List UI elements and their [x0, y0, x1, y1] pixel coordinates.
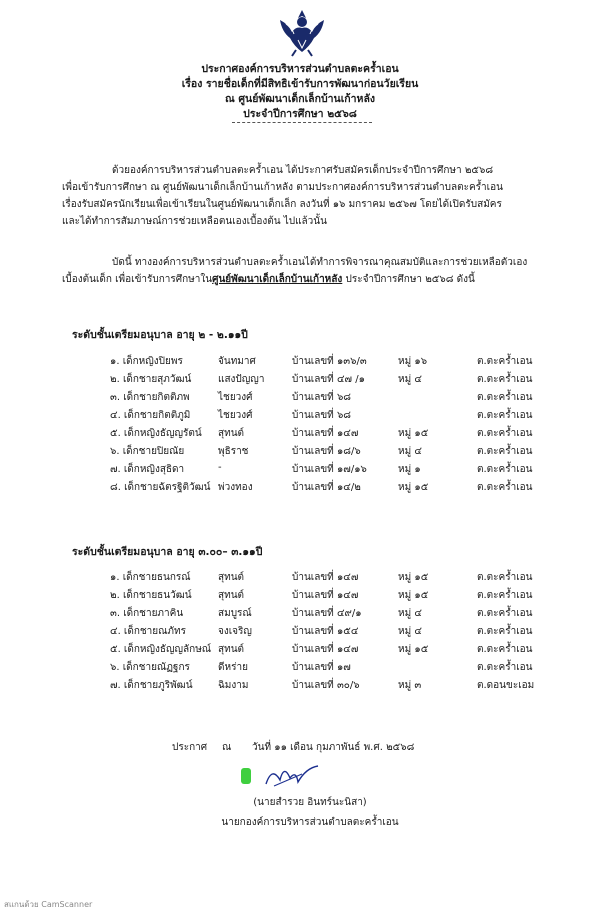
- village-number: หมู่ ๔: [398, 446, 422, 457]
- subdistrict: ต.ตะคร้ำเอน: [477, 410, 533, 421]
- list-item: [0, 354, 600, 372]
- child-surname: พ่วงทอง: [218, 482, 253, 493]
- village-number: หมู่ ๑๖: [398, 356, 428, 367]
- child-surname: สุทนต์: [218, 572, 245, 583]
- village-number: หมู่ ๔: [398, 626, 422, 637]
- village-number: หมู่ ๑๕: [398, 572, 429, 583]
- announce-date: วันที่ ๑๑ เดือน กุมภาพันธ์ พ.ศ. ๒๕๖๘: [252, 742, 415, 753]
- house-number: บ้านเลขที่ ๑๘/๖: [292, 446, 361, 457]
- house-number: บ้านเลขที่ ๑๗: [292, 662, 351, 673]
- subdistrict: ต.ตะคร้ำเอน: [477, 446, 533, 457]
- paragraph-1-line-1: ด้วยองค์การบริหารส่วนตำบลตะคร้ำเอน ได้ประกาศรับสมัครเด็กประจำปีการศึกษา ๒๕๖๘: [112, 165, 494, 176]
- announcement-year: ประจำปีการศึกษา ๒๕๖๘: [243, 108, 357, 120]
- subdistrict: ต.ตะคร้ำเอน: [477, 356, 533, 367]
- list-item: [0, 480, 600, 498]
- subdistrict: ต.ตะคร้ำเอน: [477, 644, 533, 655]
- child-surname: ไชยวงศ์: [218, 392, 253, 403]
- house-number: บ้านเลขที่ ๑๔๗: [292, 590, 359, 601]
- list-item: [0, 390, 600, 408]
- house-number: บ้านเลขที่ ๑๔๗: [292, 428, 359, 439]
- child-name: ๑. เด็กหญิงปิยพร: [110, 356, 183, 367]
- house-number: บ้านเลขที่ ๑๕๔: [292, 626, 359, 637]
- child-name: ๖. เด็กชายณัฏฐกร: [110, 662, 190, 673]
- child-surname: พุธิราช: [218, 446, 249, 457]
- subdistrict: ต.ตะคร้ำเอน: [477, 572, 533, 583]
- signer-name: (นายสำรวย อินทร์นะนิสา): [253, 797, 367, 808]
- list-item: [0, 606, 600, 624]
- village-number: หมู่ ๔: [398, 374, 422, 385]
- child-surname: จงเจริญ: [218, 626, 252, 637]
- subdistrict: ต.ตะคร้ำเอน: [477, 374, 533, 385]
- scanner-watermark: สแกนด้วย CamScanner: [4, 900, 93, 909]
- village-number: หมู่ ๑๕: [398, 590, 429, 601]
- child-name: ๕. เด็กหญิงธัญญรัตน์: [110, 428, 202, 439]
- child-surname: ดีหร่าย: [218, 662, 248, 673]
- paragraph-1-line-3: เรื่องรับสมัครนักเรียนเพื่อเข้าเรียนในศูนย์พัฒนาเด็กเล็ก ลงวันที่ ๑๖ มกราคม ๒๕๖๗ โดยได้เปิดรับสมัคร: [62, 199, 502, 210]
- child-name: ๔. เด็กชายณภัทร: [110, 626, 186, 637]
- child-surname: สุทนต์: [218, 590, 245, 601]
- house-number: บ้านเลขที่ ๖๘: [292, 392, 352, 403]
- list-item: [0, 408, 600, 426]
- child-name: ๕. เด็กหญิงธัญญลักษณ์: [110, 644, 212, 655]
- village-number: หมู่ ๔: [398, 608, 422, 619]
- paragraph-1-line-4: และได้ทำการสัมภาษณ์การช่วยเหลือตนเองเบื้องต้น ไปแล้วนั้น: [62, 216, 327, 227]
- child-surname: แสงปัญญา: [218, 374, 265, 385]
- list-item: [0, 372, 600, 390]
- house-number: บ้านเลขที่ ๑๔๗: [292, 572, 359, 583]
- child-name: ๘. เด็กชายฉัตรฐิติวัฒน์: [110, 482, 211, 493]
- child-name: ๗. เด็กหญิงสุธิดา: [110, 464, 185, 475]
- subdistrict: ต.ตะคร้ำเอน: [477, 482, 533, 493]
- child-name: ๒. เด็กชายธนวัฒน์: [110, 590, 192, 601]
- village-number: หมู่ ๑๕: [398, 428, 429, 439]
- list-item: [0, 624, 600, 642]
- subdistrict: ต.ตะคร้ำเอน: [477, 428, 533, 439]
- child-name: ๒. เด็กชายสุภวัฒน์: [110, 374, 192, 385]
- child-name: ๓. เด็กชายภาคิน: [110, 608, 184, 619]
- house-number: บ้านเลขที่ ๑๔๗: [292, 644, 359, 655]
- subdistrict: ต.ตะคร้ำเอน: [477, 608, 533, 619]
- child-surname: สมบูรณ์: [218, 608, 252, 619]
- village-number: หมู่ ๑๕: [398, 482, 429, 493]
- announcement-title: ประกาศองค์การบริหารส่วนตำบลตะคร้ำเอน: [201, 63, 399, 75]
- child-surname: จันทมาศ: [218, 356, 256, 367]
- announcement-subject: เรื่อง รายชื่อเด็กที่มีสิทธิเข้ารับการพัฒนาก่อนวัยเรียน: [181, 78, 419, 90]
- child-name: ๖. เด็กชายปิยณัย: [110, 446, 185, 457]
- house-number: บ้านเลขที่ ๔๙/๑: [292, 608, 362, 619]
- section-1-title: ระดับชั้นเตรียมอนุบาล อายุ ๒ - ๒.๑๑ปี: [72, 329, 248, 341]
- header-divider: [232, 122, 372, 123]
- village-number: หมู่ ๓: [398, 680, 422, 691]
- child-surname: ฉิมงาม: [218, 680, 249, 691]
- child-surname: สุทนต์: [218, 428, 245, 439]
- list-item: [0, 588, 600, 606]
- house-number: บ้านเลขที่ ๓๐/๖: [292, 680, 360, 691]
- house-number: บ้านเลขที่ ๑๔/๒: [292, 482, 361, 493]
- list-item: [0, 660, 600, 678]
- garuda-emblem-icon: [276, 6, 328, 58]
- list-item: [0, 444, 600, 462]
- child-name: ๓. เด็กชายกิตติภพ: [110, 392, 190, 403]
- section-2-title: ระดับชั้นเตรียมอนุบาล อายุ ๓.๐๐– ๓.๑๑ปี: [72, 546, 263, 558]
- house-number: บ้านเลขที่ ๑๓๖/๓: [292, 356, 367, 367]
- list-item: [0, 426, 600, 444]
- subdistrict: ต.ดอนขะเอม: [477, 680, 535, 691]
- list-item: [0, 678, 600, 696]
- subdistrict: ต.ตะคร้ำเอน: [477, 392, 533, 403]
- paragraph-2-text-c: ประจำปีการศึกษา ๒๕๖๘ ดังนี้: [342, 274, 475, 285]
- house-number: บ้านเลขที่ ๑๗/๑๖: [292, 464, 367, 475]
- list-item: [0, 462, 600, 480]
- announce-word: ประกาศ: [172, 742, 208, 753]
- house-number: บ้านเลขที่ ๖๘: [292, 410, 352, 421]
- announce-at: ณ: [222, 742, 232, 753]
- center-name-underlined: ศูนย์พัฒนาเด็กเล็กบ้านเก้าหลัง: [212, 274, 343, 285]
- paragraph-1-line-2: เพื่อเข้ารับการศึกษา ณ ศูนย์พัฒนาเด็กเล็กบ้านเก้าหลัง ตามประกาศองค์การบริหารส่วนตำบลตะคร้ำเอน: [62, 182, 503, 193]
- child-surname: -: [218, 462, 222, 473]
- paragraph-2-text-a: เบื้องต้นเด็ก เพื่อเข้ารับการศึกษาใน: [62, 274, 213, 285]
- child-name: ๑. เด็กชายธนกรณ์: [110, 572, 191, 583]
- paragraph-2-line-1: บัดนี้ ทางองค์การบริหารส่วนตำบลตะคร้ำเอนได้ทำการพิจารณาคุณสมบัติและการช่วยเหลือตัวเอง: [112, 257, 528, 268]
- village-number: หมู่ ๑: [398, 464, 421, 475]
- subdistrict: ต.ตะคร้ำเอน: [477, 626, 533, 637]
- list-item: [0, 642, 600, 660]
- village-number: หมู่ ๑๕: [398, 644, 429, 655]
- subdistrict: ต.ตะคร้ำเอน: [477, 590, 533, 601]
- house-number: บ้านเลขที่ ๔๗ /๑: [292, 374, 365, 385]
- announcement-location: ณ ศูนย์พัฒนาเด็กเล็กบ้านเก้าหลัง: [224, 93, 376, 105]
- child-surname: ไชยวงศ์: [218, 410, 253, 421]
- paragraph-2-line-2: [62, 271, 475, 288]
- subdistrict: ต.ตะคร้ำเอน: [477, 464, 533, 475]
- list-item: [0, 570, 600, 588]
- signature: [262, 760, 322, 790]
- subdistrict: ต.ตะคร้ำเอน: [477, 662, 533, 673]
- green-mark: [241, 768, 251, 784]
- signer-position: นายกองค์การบริหารส่วนตำบลตะคร้ำเอน: [221, 817, 399, 828]
- child-name: ๔. เด็กชายกิตติภูมิ: [110, 410, 191, 421]
- child-name: ๗. เด็กชายภูริพัฒน์: [110, 680, 193, 691]
- child-surname: สุทนต์: [218, 644, 245, 655]
